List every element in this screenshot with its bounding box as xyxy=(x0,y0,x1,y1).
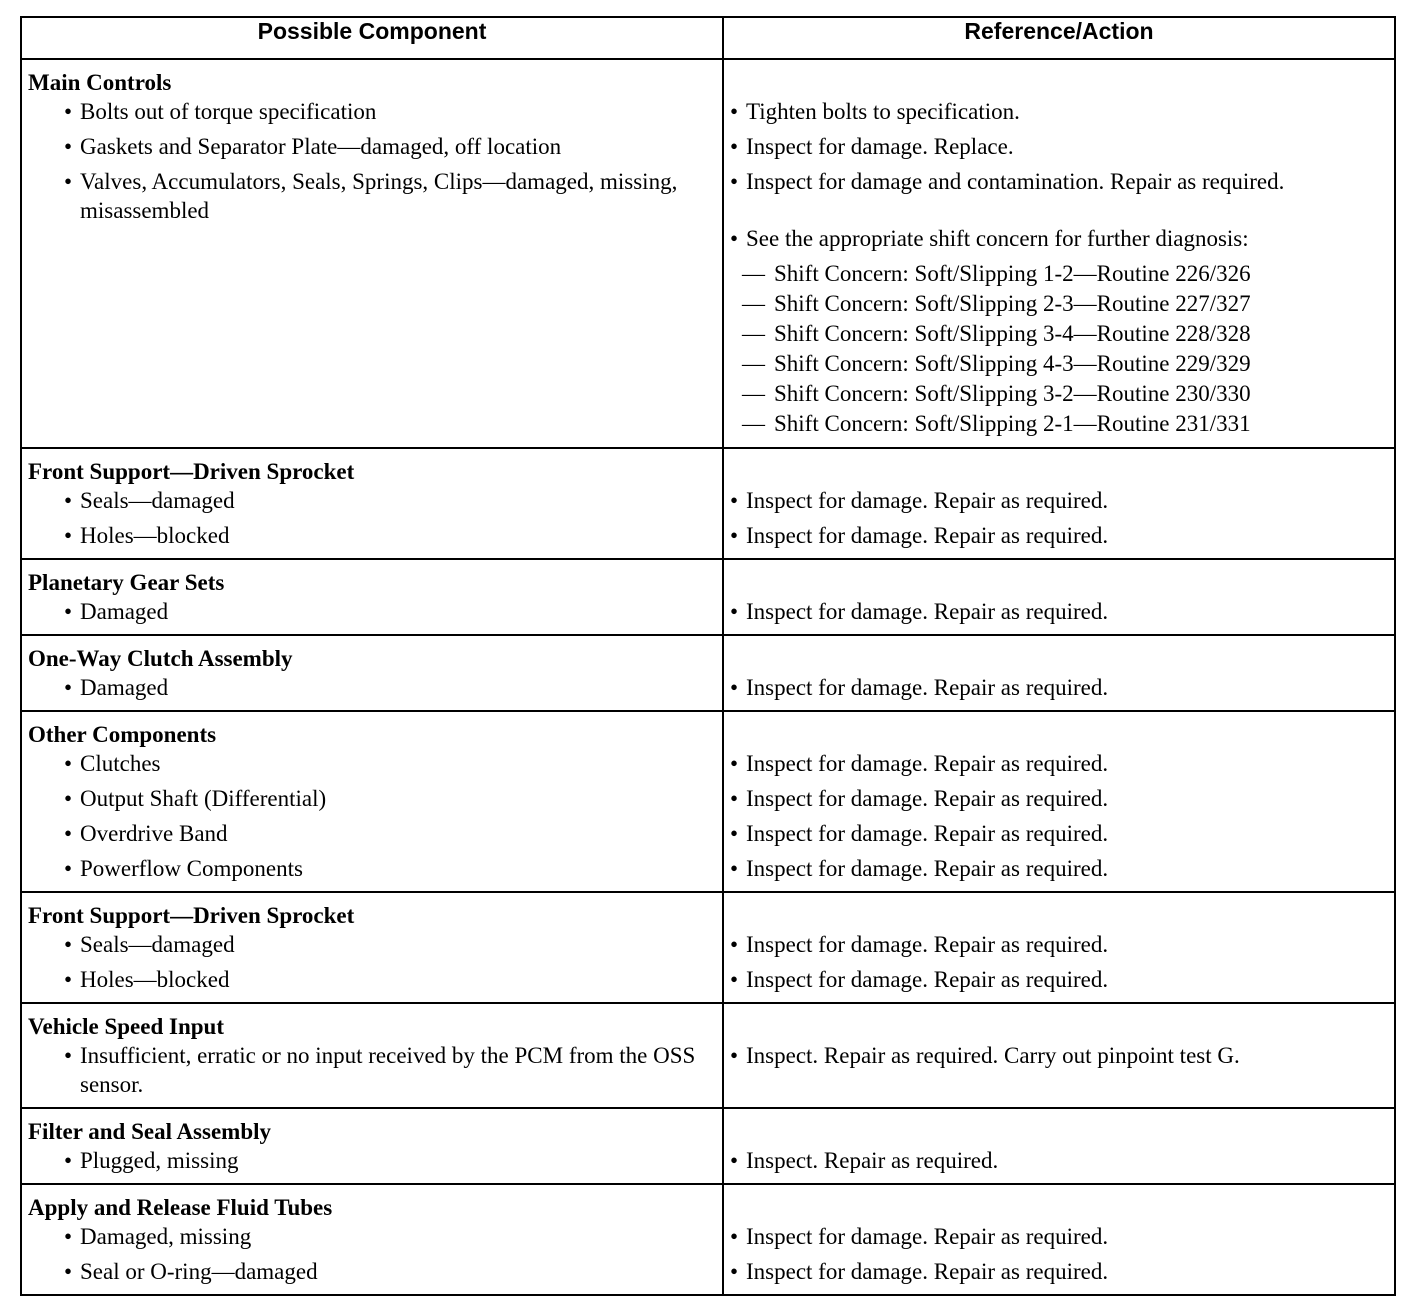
section-title: Front Support—Driven Sprocket xyxy=(28,903,355,928)
dash-icon: — xyxy=(742,321,765,346)
action-text: Inspect for damage. Repair as required. xyxy=(746,599,1109,624)
component-cell xyxy=(21,1108,723,1184)
table-row xyxy=(21,1108,1395,1184)
component-item xyxy=(28,965,716,994)
section-spacer xyxy=(730,457,1388,486)
action-item xyxy=(730,673,1388,702)
shift-concern-note xyxy=(730,224,1388,253)
action-item xyxy=(730,749,1388,778)
component-text: Bolts out of torque specification xyxy=(80,99,377,124)
bullet-icon: • xyxy=(64,821,73,846)
component-item xyxy=(28,1222,716,1251)
bullet-icon: • xyxy=(64,967,73,992)
action-text: Inspect for damage. Repair as required. xyxy=(746,1224,1109,1249)
action-text: Inspect for damage. Repair as required. xyxy=(746,967,1109,992)
table-header-row xyxy=(21,17,1395,59)
action-text: Inspect for damage and contamination. Repair as required. xyxy=(746,169,1285,194)
shift-concern-text: Shift Concern: Soft/Slipping 2-1—Routine 231/331 xyxy=(774,411,1251,436)
dash-icon: — xyxy=(742,381,765,406)
bullet-icon: • xyxy=(64,169,73,194)
action-item xyxy=(730,97,1388,126)
component-text: Powerflow Components xyxy=(80,856,303,881)
table-row xyxy=(21,559,1395,635)
bullet-icon: • xyxy=(730,523,739,548)
bullet-icon: • xyxy=(730,1148,739,1173)
component-text: Seal or O-ring—damaged xyxy=(80,1259,318,1284)
bullet-icon: • xyxy=(730,1259,739,1284)
section-spacer xyxy=(730,644,1388,673)
action-cell xyxy=(723,1184,1395,1295)
bullet-icon: • xyxy=(64,932,73,957)
shift-concern-text: Shift Concern: Soft/Slipping 1-2—Routine 226/326 xyxy=(774,261,1251,286)
component-item xyxy=(28,819,716,848)
action-item xyxy=(730,819,1388,848)
section-spacer xyxy=(730,68,1388,97)
section-title: Planetary Gear Sets xyxy=(28,570,225,595)
bullet-icon: • xyxy=(730,599,739,624)
action-cell xyxy=(723,59,1395,448)
section-title: Main Controls xyxy=(28,70,172,95)
action-text: Inspect. Repair as required. Carry out pinpoint test G. xyxy=(746,1043,1240,1068)
section-title: Filter and Seal Assembly xyxy=(28,1119,272,1144)
component-cell xyxy=(21,1184,723,1295)
shift-concern-item xyxy=(730,289,1388,319)
component-text: Output Shaft (Differential) xyxy=(80,786,327,811)
component-cell xyxy=(21,448,723,559)
bullet-icon: • xyxy=(730,99,739,124)
bullet-icon: • xyxy=(730,488,739,513)
component-item xyxy=(28,1041,716,1099)
action-item xyxy=(730,486,1388,515)
diagnosis-table-page xyxy=(20,16,1394,1296)
action-item xyxy=(730,854,1388,883)
bullet-icon: • xyxy=(730,226,739,251)
section-spacer xyxy=(730,1193,1388,1222)
component-text: Holes—blocked xyxy=(80,967,230,992)
action-item xyxy=(730,1257,1388,1286)
bullet-icon: • xyxy=(730,1224,739,1249)
component-item xyxy=(28,597,716,626)
component-item xyxy=(28,749,716,778)
action-text: Inspect for damage. Repair as required. xyxy=(746,786,1109,811)
shift-concern-item xyxy=(730,379,1388,409)
action-cell xyxy=(723,892,1395,1003)
action-text: Inspect for damage. Repair as required. xyxy=(746,675,1109,700)
table-row xyxy=(21,448,1395,559)
action-text: Inspect for damage. Repair as required. xyxy=(746,856,1109,881)
bullet-icon: • xyxy=(730,821,739,846)
table-row xyxy=(21,1003,1395,1108)
header-possible-component: Possible Component xyxy=(21,17,723,59)
table-row xyxy=(21,59,1395,448)
bullet-icon: • xyxy=(64,856,73,881)
section-title: Vehicle Speed Input xyxy=(28,1014,224,1039)
action-text: Inspect for damage. Repair as required. xyxy=(746,751,1109,776)
section-title: Front Support—Driven Sprocket xyxy=(28,459,355,484)
note-text: See the appropriate shift concern for further diagnosis: xyxy=(746,226,1249,251)
component-item xyxy=(28,784,716,813)
component-item xyxy=(28,167,716,225)
action-item xyxy=(730,167,1388,196)
action-cell xyxy=(723,1108,1395,1184)
shift-concern-item xyxy=(730,319,1388,349)
component-item xyxy=(28,1146,716,1175)
bullet-icon: • xyxy=(64,1224,73,1249)
action-text: Tighten bolts to specification. xyxy=(746,99,1020,124)
header-reference-action: Reference/Action xyxy=(723,17,1395,59)
component-text: Seals—damaged xyxy=(80,488,235,513)
action-item xyxy=(730,1222,1388,1251)
action-item xyxy=(730,132,1388,161)
bullet-icon: • xyxy=(730,675,739,700)
component-cell xyxy=(21,635,723,711)
bullet-icon: • xyxy=(64,1259,73,1284)
component-cell xyxy=(21,892,723,1003)
section-spacer xyxy=(730,1117,1388,1146)
action-text: Inspect for damage. Repair as required. xyxy=(746,488,1109,513)
bullet-icon: • xyxy=(730,967,739,992)
bullet-icon: • xyxy=(730,169,739,194)
component-text: Damaged, missing xyxy=(80,1224,252,1249)
section-title: One-Way Clutch Assembly xyxy=(28,646,293,671)
shift-concern-item xyxy=(730,349,1388,379)
dash-icon: — xyxy=(742,411,765,436)
dash-icon: — xyxy=(742,261,765,286)
component-text: Holes—blocked xyxy=(80,523,230,548)
bullet-icon: • xyxy=(730,786,739,811)
component-item xyxy=(28,97,716,126)
component-text: Valves, Accumulators, Seals, Springs, Clips—damaged, missing, misassembled xyxy=(80,169,678,223)
section-spacer xyxy=(730,720,1388,749)
bullet-icon: • xyxy=(730,751,739,776)
table-row xyxy=(21,711,1395,892)
section-title: Apply and Release Fluid Tubes xyxy=(28,1195,333,1220)
shift-concern-text: Shift Concern: Soft/Slipping 4-3—Routine 229/329 xyxy=(774,351,1251,376)
bullet-icon: • xyxy=(730,134,739,159)
bullet-icon: • xyxy=(64,1148,73,1173)
component-item xyxy=(28,854,716,883)
action-item xyxy=(730,1146,1388,1175)
action-item xyxy=(730,965,1388,994)
table-row xyxy=(21,635,1395,711)
component-item xyxy=(28,930,716,959)
action-cell xyxy=(723,711,1395,892)
bullet-icon: • xyxy=(730,932,739,957)
shift-concern-item xyxy=(730,409,1388,439)
action-cell xyxy=(723,635,1395,711)
section-title: Other Components xyxy=(28,722,217,747)
bullet-icon: • xyxy=(64,675,73,700)
shift-concern-list xyxy=(730,259,1388,439)
action-text: Inspect for damage. Repair as required. xyxy=(746,932,1109,957)
component-item xyxy=(28,1257,716,1286)
component-text: Insufficient, erratic or no input received by the PCM from the OSS sensor. xyxy=(80,1043,696,1097)
component-cell xyxy=(21,711,723,892)
action-cell xyxy=(723,1003,1395,1108)
dash-icon: — xyxy=(742,291,765,316)
action-item xyxy=(730,930,1388,959)
shift-concern-text: Shift Concern: Soft/Slipping 3-4—Routine 228/328 xyxy=(774,321,1251,346)
shift-concern-text: Shift Concern: Soft/Slipping 2-3—Routine 227/327 xyxy=(774,291,1251,316)
section-spacer xyxy=(730,1012,1388,1041)
component-text: Damaged xyxy=(80,675,169,700)
bullet-icon: • xyxy=(64,99,73,124)
action-cell xyxy=(723,448,1395,559)
component-item xyxy=(28,486,716,515)
shift-concern-item xyxy=(730,259,1388,289)
diagnosis-table xyxy=(20,16,1396,1296)
section-spacer xyxy=(730,568,1388,597)
action-item xyxy=(730,784,1388,813)
component-cell xyxy=(21,559,723,635)
table-row xyxy=(21,1184,1395,1295)
action-text: Inspect for damage. Repair as required. xyxy=(746,523,1109,548)
bullet-icon: • xyxy=(64,751,73,776)
bullet-icon: • xyxy=(64,786,73,811)
action-text: Inspect for damage. Repair as required. xyxy=(746,1259,1109,1284)
bullet-icon: • xyxy=(730,1043,739,1068)
component-text: Plugged, missing xyxy=(80,1148,239,1173)
component-text: Damaged xyxy=(80,599,169,624)
component-text: Gaskets and Separator Plate—damaged, off location xyxy=(80,134,562,159)
component-item xyxy=(28,673,716,702)
action-text: Inspect for damage. Replace. xyxy=(746,134,1014,159)
dash-icon: — xyxy=(742,351,765,376)
table-row xyxy=(21,892,1395,1003)
component-text: Overdrive Band xyxy=(80,821,228,846)
action-item xyxy=(730,1041,1388,1070)
bullet-icon: • xyxy=(64,599,73,624)
action-text: Inspect. Repair as required. xyxy=(746,1148,999,1173)
component-text: Clutches xyxy=(80,751,161,776)
component-item xyxy=(28,132,716,161)
bullet-icon: • xyxy=(64,134,73,159)
component-cell xyxy=(21,59,723,448)
action-cell xyxy=(723,559,1395,635)
component-text: Seals—damaged xyxy=(80,932,235,957)
bullet-icon: • xyxy=(730,856,739,881)
action-text: Inspect for damage. Repair as required. xyxy=(746,821,1109,846)
section-spacer xyxy=(730,901,1388,930)
shift-concern-text: Shift Concern: Soft/Slipping 3-2—Routine 230/330 xyxy=(774,381,1251,406)
component-item xyxy=(28,521,716,550)
action-item xyxy=(730,597,1388,626)
bullet-icon: • xyxy=(64,523,73,548)
component-cell xyxy=(21,1003,723,1108)
table-body xyxy=(21,59,1395,1295)
action-item xyxy=(730,521,1388,550)
bullet-icon: • xyxy=(64,1043,73,1068)
bullet-icon: • xyxy=(64,488,73,513)
